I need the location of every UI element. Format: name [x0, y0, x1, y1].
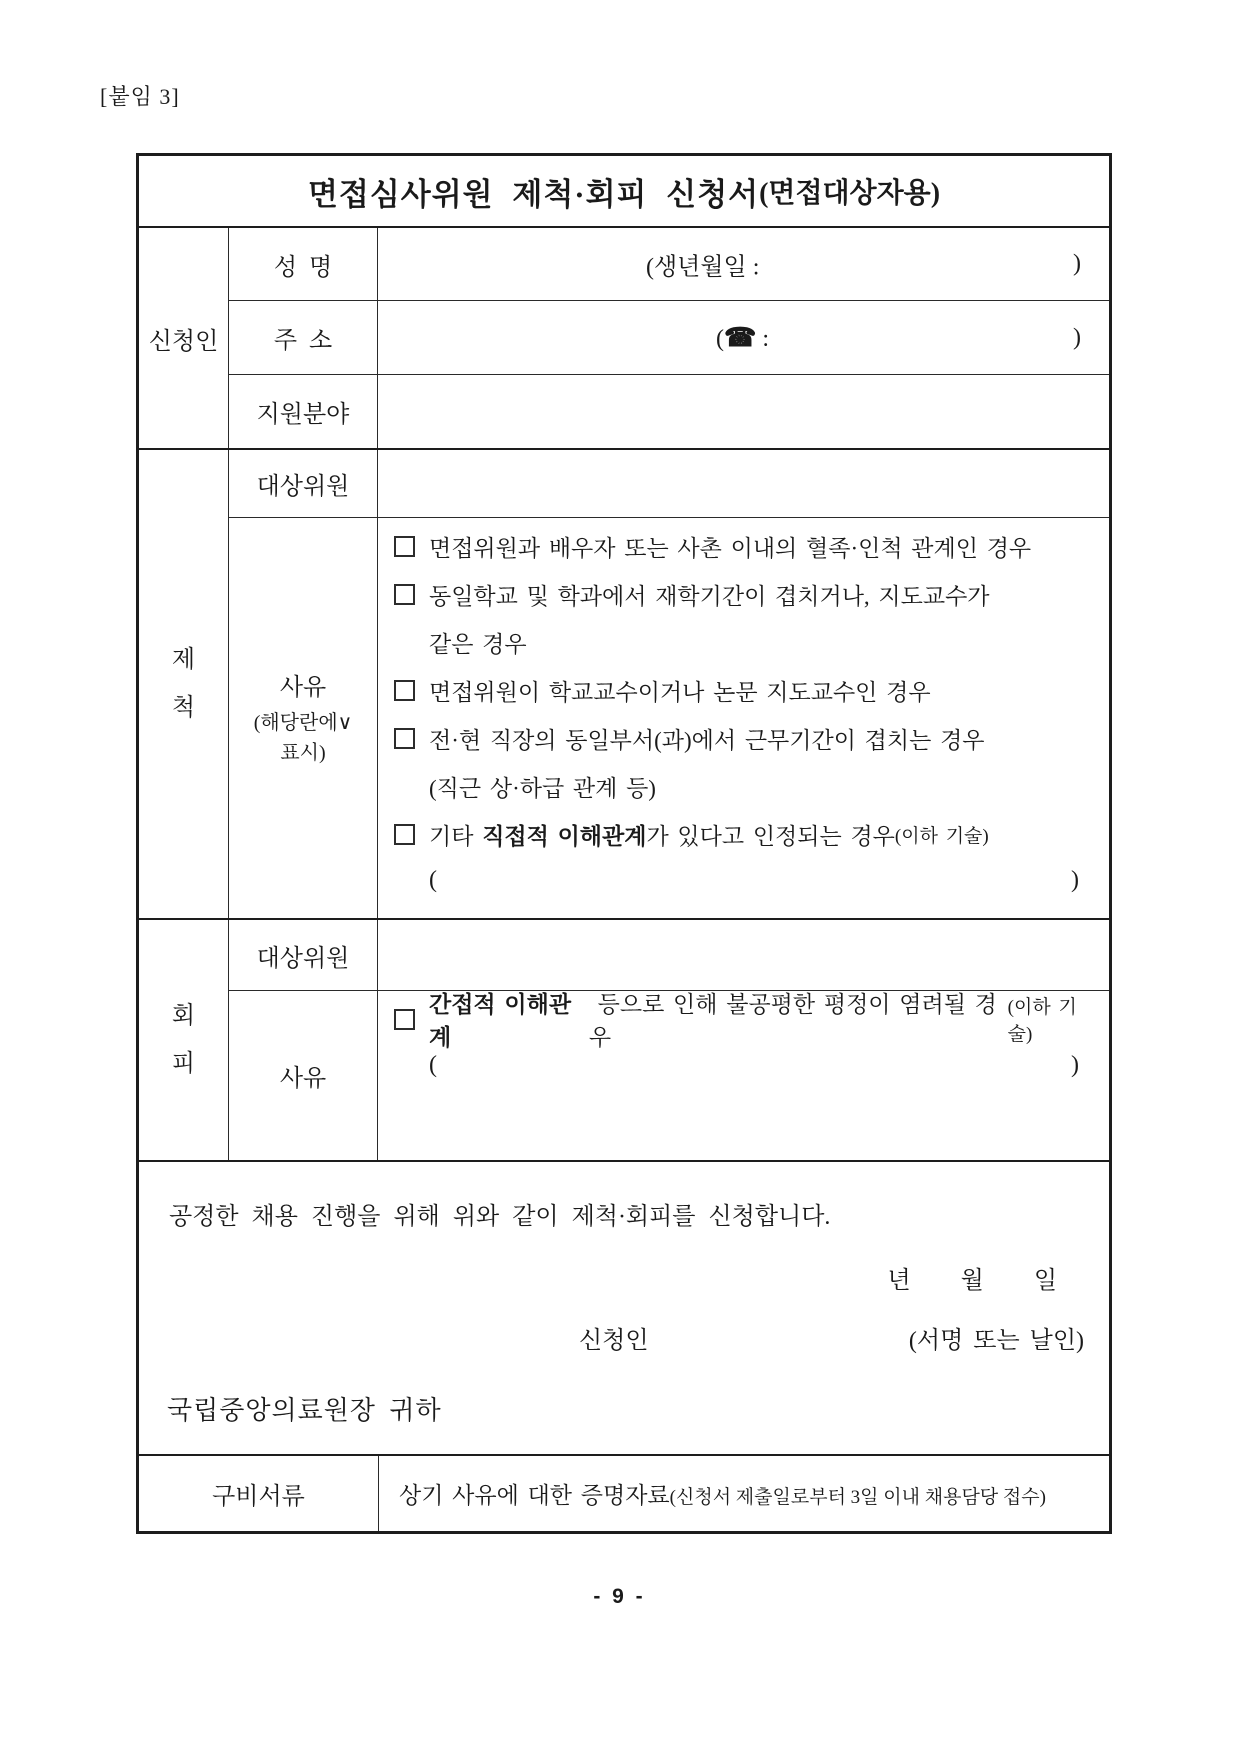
exclusion-reason-options: [378, 518, 1109, 918]
birthdate-paren-open: (생년월일 :: [646, 254, 760, 281]
signer-label: 신청인: [579, 1328, 649, 1354]
signature-note: (서명 또는 날인): [908, 1328, 1084, 1354]
exclusion-section: [139, 450, 1109, 920]
applicant-address-row: [229, 301, 1109, 375]
reason-option: 간접적 이해관계 등으로 인해 불공평한 평정이 염려될 경우 (이하 기술): [394, 995, 1099, 1043]
required-documents-row: [139, 1456, 1109, 1531]
exclusion-reason-label: 사유 (해당란에∨ 표시): [229, 518, 378, 918]
write-in-area: ( ): [429, 866, 1079, 893]
address-label: 주 소: [229, 301, 378, 374]
statement-section: [139, 1162, 1109, 1456]
reason-option: 전·현 직장의 동일부서(과)에서 근무기간이 겹치는 경우: [394, 714, 1099, 762]
attachment-label: [붙임 3]: [100, 84, 180, 109]
exclusion-target-label: 대상위원: [229, 450, 378, 517]
reason-option: 동일학교 및 학과에서 재학기간이 겹치거나, 지도교수가: [394, 570, 1099, 618]
page-number: - 9 -: [593, 1585, 646, 1608]
reason-option-continuation: (직근 상·하급 관계 등): [429, 775, 656, 801]
field-label: 지원분야: [229, 375, 378, 448]
date-day-label: 일: [1033, 1268, 1057, 1294]
date-year-label: 년: [887, 1268, 911, 1294]
required-documents-label: 구비서류: [139, 1456, 379, 1531]
checkbox-icon: [394, 824, 415, 845]
signer-line: [139, 1320, 1109, 1356]
reason-option: 면접위원이 학교교수이거나 논문 지도교수인 경우: [394, 666, 1099, 714]
recusal-target-row: [229, 920, 1109, 991]
telephone-icon: ☎: [724, 322, 757, 352]
date-month-label: 월: [960, 1268, 984, 1294]
recusal-section-label: 회 피: [139, 920, 229, 1160]
exclusion-reason-row: [229, 518, 1109, 918]
required-documents-content: 상기 사유에 대한 증명자료(신청서 제출일로부터 3일 이내 채용담당 접수): [399, 1483, 1046, 1508]
applicant-section-label: 신청인: [139, 228, 229, 448]
write-in-area: ( ): [429, 1051, 1079, 1078]
reason-option: 기타 직접적 이해관계 가 있다고 인정되는 경우 (이하 기술): [394, 810, 1099, 858]
checkbox-icon: [394, 584, 415, 605]
form-title-suffix: (면접대상자용): [759, 178, 941, 209]
exclusion-target-input-area: [378, 450, 1109, 517]
recusal-section: [139, 920, 1109, 1162]
exclusion-target-row: [229, 450, 1109, 518]
checkbox-icon: [394, 680, 415, 701]
checkbox-icon: [394, 536, 415, 557]
exclusion-section-label: 제 척: [139, 450, 229, 918]
checkbox-icon: [394, 1009, 415, 1030]
form-title: 면접심사위원 제척·회피 신청서: [307, 176, 760, 212]
date-line: [837, 1260, 1057, 1295]
statement-text: 공정한 채용 진행을 위해 위와 같이 제척·회피를 신청합니다.: [169, 1204, 831, 1230]
recusal-reason-options: [378, 991, 1109, 1160]
recusal-target-label: 대상위원: [229, 920, 378, 990]
name-label: 성 명: [229, 228, 378, 300]
reason-option: 면접위원과 배우자 또는 사촌 이내의 혈족·인척 관계인 경우: [394, 522, 1099, 570]
recusal-target-input-area: [378, 920, 1109, 990]
phone-paren-open: (☎ :: [716, 322, 770, 352]
applicant-name-row: [229, 228, 1109, 301]
applicant-field-row: [229, 375, 1109, 448]
form-title-row: [139, 156, 1109, 228]
birthdate-paren-close: ): [1073, 250, 1081, 277]
recusal-reason-label: 사유: [229, 991, 378, 1160]
phone-paren-close: ): [1073, 324, 1081, 350]
field-input-area: [378, 375, 1109, 448]
address-input-area: [378, 301, 1109, 374]
form-table: [136, 153, 1112, 1534]
applicant-section: [139, 228, 1109, 450]
addressee: 국립중앙의료원장 귀하: [167, 1396, 442, 1425]
reason-option-continuation: 같은 경우: [429, 631, 527, 657]
recusal-reason-row: [229, 991, 1109, 1160]
checkbox-icon: [394, 728, 415, 749]
name-input-area: [378, 228, 1109, 300]
